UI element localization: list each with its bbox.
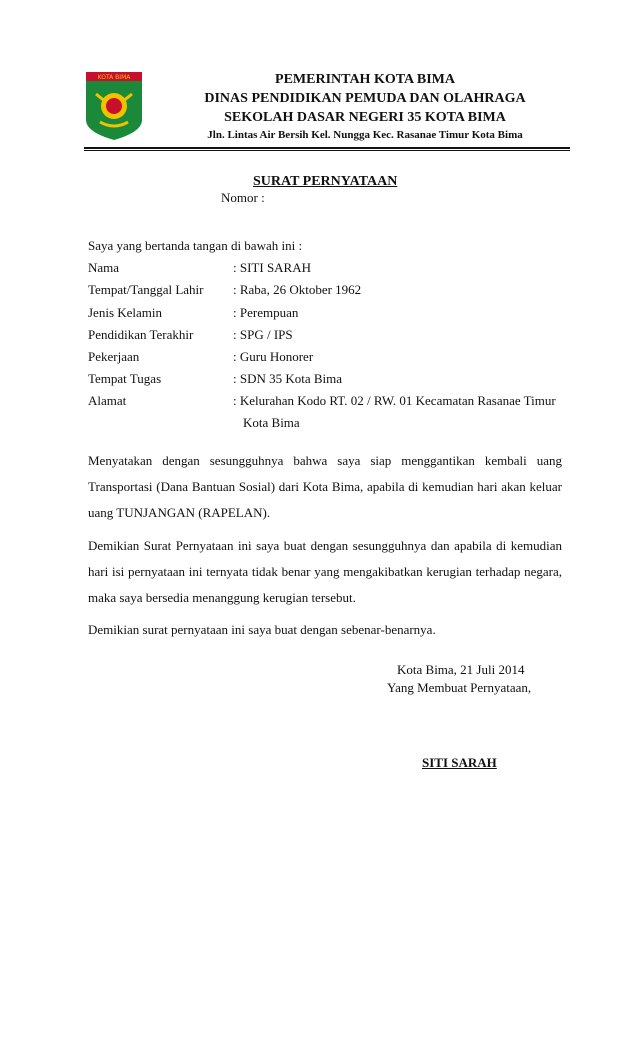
field-label-workplace: Tempat Tugas (88, 371, 162, 386)
field-label-address: Alamat (88, 393, 127, 408)
statement-paragraph: Menyatakan dengan sesungguhnya bahwa saya siap menggantikan kembali uang Transportasi (Dana Bantuan Sosial) dari Kota Bima, apabila di kemudian hari akan keluar uang TUNJANGAN (RAPELAN). (88, 453, 562, 520)
closing-paragraph: Demikian surat pernyataan ini saya buat dengan sebenar-benarnya. (88, 622, 436, 637)
letterhead-address: Jln. Lintas Air Bersih Kel. Nungga Kec. Rasanae Timur Kota Bima (207, 129, 523, 141)
signature-place-date: Kota Bima, 21 Juli 2014 (397, 662, 525, 677)
field-value-address: : Kelurahan Kodo RT. 02 / RW. 01 Kecamatan Rasanae Timur (233, 393, 556, 408)
letterhead-school: SEKOLAH DASAR NEGERI 35 KOTA BIMA (224, 110, 506, 125)
kota-bima-emblem-icon (86, 72, 142, 140)
field-label-gender: Jenis Kelamin (88, 305, 163, 320)
signatory-name: SITI SARAH (422, 755, 497, 770)
declaration-paragraph: Demikian Surat Pernyataan ini saya buat dengan sesungguhnya dan apabila di kemudian hari isi pernyataan ini ternyata tidak benar yang mengakibatkan kerugian terhadap negara, maka saya bersedia menanggung kerugian tersebut. (88, 538, 562, 605)
document-number: Nomor : (221, 190, 265, 205)
svg-text:KOTA BIMA: KOTA BIMA (97, 74, 131, 81)
field-value-workplace: : SDN 35 Kota Bima (233, 371, 343, 386)
letterhead-department: DINAS PENDIDIKAN PEMUDA DAN OLAHRAGA (204, 91, 526, 106)
letterhead-divider-thin (84, 150, 570, 151)
document-title: SURAT PERNYATAAN (253, 174, 398, 189)
letterhead (150, 70, 580, 144)
field-label-name: Nama (88, 260, 120, 275)
field-label-birth: Tempat/Tanggal Lahir (88, 282, 204, 297)
letterhead-divider (84, 147, 570, 149)
field-value-occupation: : Guru Honorer (233, 349, 314, 364)
intro-text: Saya yang bertanda tangan di bawah ini : (88, 238, 303, 253)
field-label-occupation: Pekerjaan (88, 349, 140, 364)
letterhead-government: PEMERINTAH KOTA BIMA (275, 72, 455, 87)
field-value-education: : SPG / IPS (233, 327, 293, 342)
field-value-birth: : Raba, 26 Oktober 1962 (233, 282, 362, 297)
field-value-name: : SITI SARAH (233, 260, 312, 275)
field-label-education: Pendidikan Terakhir (88, 327, 194, 342)
field-value-address-cont: Kota Bima (243, 415, 300, 430)
signature-role: Yang Membuat Pernyataan, (387, 680, 532, 695)
field-value-gender: : Perempuan (233, 305, 299, 320)
